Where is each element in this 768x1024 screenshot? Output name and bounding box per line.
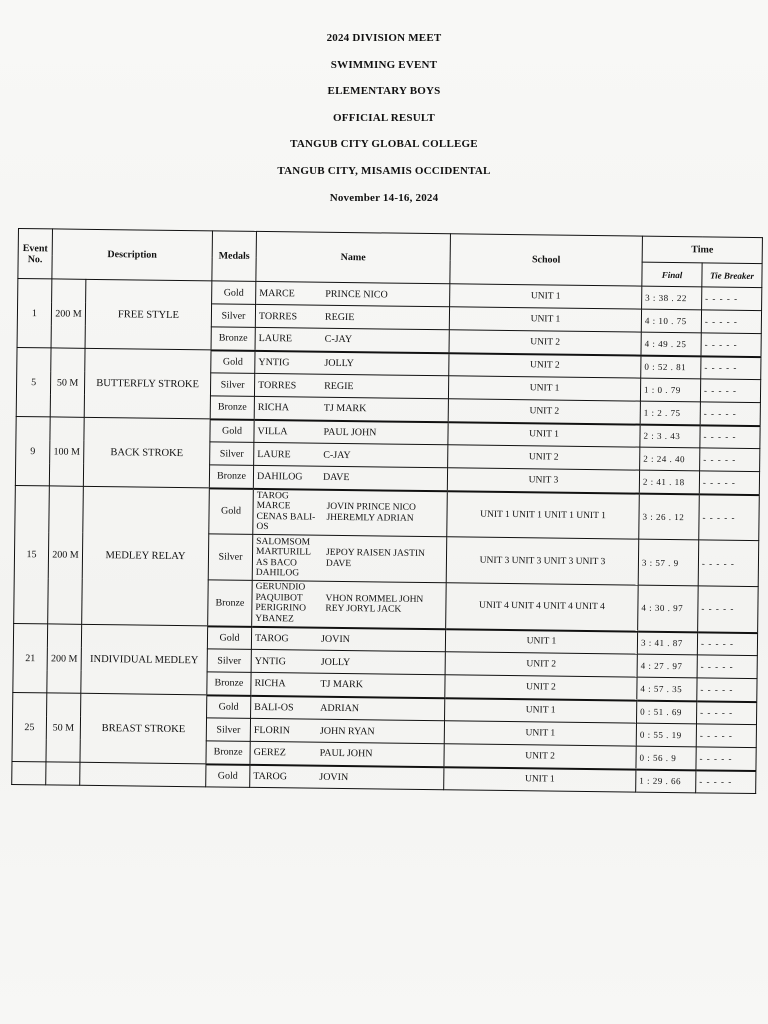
final-time: 2 : 41 . 18: [639, 470, 699, 494]
swimmer-first-names: VHON ROMMEL JOHN REY JORYL JACK: [325, 593, 424, 615]
swimmer-last-name: DAHILOG: [256, 471, 303, 483]
col-description: Description: [52, 229, 213, 281]
swimmer-last-name: TORRES: [258, 379, 297, 391]
swimmer-last-name: VILLA: [257, 425, 288, 438]
tie-breaker-time: - - - - -: [697, 678, 757, 702]
event-number: 21: [13, 623, 48, 692]
swimmer-name: [251, 695, 445, 720]
swimmer-first-name: JOVIN: [319, 771, 349, 783]
school: UNIT 1 UNIT 1 UNIT 1 UNIT 1: [447, 491, 640, 539]
medal: Bronze: [206, 741, 250, 765]
final-time: 1 : 29 . 66: [636, 769, 696, 793]
event-distance: 200 M: [47, 624, 82, 693]
swimmer-last-name: LAURE: [258, 333, 293, 345]
result-type: OFFICIAL RESULT: [333, 111, 435, 124]
event-number: 5: [16, 347, 51, 416]
event-number: 1: [17, 279, 52, 348]
tie-breaker-time: - - - - -: [701, 333, 761, 357]
tie-breaker-time: - - - - -: [696, 747, 756, 771]
swimmer-last-name: YNTIG: [254, 655, 286, 667]
table-row: [15, 485, 760, 540]
tie-breaker-time: - - - - -: [698, 586, 759, 633]
event-stroke: FREE STYLE: [85, 279, 212, 350]
col-medals: Medals: [212, 231, 257, 282]
event-stroke: BUTTERFLY STROKE: [84, 348, 211, 419]
swimmer-name: [251, 672, 445, 697]
category: ELEMENTARY BOYS: [327, 85, 441, 98]
col-school: School: [450, 234, 643, 286]
event-stroke: BREAST STROKE: [80, 693, 207, 764]
medal: Bronze: [209, 465, 253, 489]
swimmer-name: [250, 741, 444, 766]
final-time: 4 : 57 . 35: [637, 677, 697, 701]
swimmer-last-name: RICHA: [254, 678, 286, 690]
swimmer-first-name: JOVIN: [320, 633, 350, 645]
tie-breaker-time: - - - - -: [699, 471, 759, 495]
swimmer-first-name: JOLLY: [324, 357, 355, 369]
event-distance: 50 M: [50, 348, 85, 417]
tie-breaker-time: - - - - -: [701, 356, 761, 380]
school: UNIT 1: [444, 721, 636, 746]
school: UNIT 2: [449, 353, 641, 378]
swimmer-last-names: SALOMSOM MARTURILL AS BACO DAHILOG: [255, 536, 311, 579]
swimmer-last-name: TAROG: [253, 770, 288, 783]
event-number: 25: [12, 692, 47, 761]
swimmer-name: [255, 350, 449, 375]
meet-dates: November 14-16, 2024: [329, 191, 439, 204]
swimmer-name: [254, 396, 448, 421]
swimmer-last-name: RICHA: [257, 402, 290, 414]
tie-breaker-time: - - - - -: [697, 632, 757, 656]
tie-breaker-time: - - - - -: [698, 540, 759, 587]
school: UNIT 2: [445, 652, 637, 677]
swimmer-first-name: REGIE: [324, 311, 355, 323]
final-time: 4 : 30 . 97: [638, 585, 699, 632]
school: UNIT 1: [444, 767, 636, 792]
swimmer-first-name: REGIE: [324, 380, 354, 392]
tie-breaker-time: - - - - -: [700, 448, 760, 472]
swimmer-name: [255, 304, 449, 329]
tie-breaker-time: - - - - -: [699, 494, 760, 541]
swimmer-name: [253, 488, 448, 536]
school: UNIT 2: [448, 445, 640, 470]
school: UNIT 1: [449, 307, 641, 332]
medal: Bronze: [210, 396, 254, 420]
swimmer-name: [250, 764, 444, 789]
col-event-no: Event No.: [18, 229, 53, 279]
swimmer-name: [255, 327, 449, 352]
swimmer-first-name: PRINCE NICO: [325, 288, 388, 301]
final-time: 3 : 57 . 9: [638, 539, 699, 586]
school: UNIT 2: [448, 399, 640, 424]
final-time: 4 : 49 . 25: [641, 332, 701, 356]
event-number: [12, 761, 46, 784]
final-time: 0 : 52 . 81: [641, 355, 701, 379]
swimmer-first-name: DAVE: [322, 471, 350, 484]
swimmer-last-names: TAROG MARCE CENAS BALI-OS: [256, 490, 316, 533]
tie-breaker-time: - - - - -: [697, 655, 757, 679]
col-name: Name: [256, 231, 451, 283]
tie-breaker-time: - - - - -: [696, 724, 756, 748]
swimmer-name: [252, 534, 447, 582]
event-distance: 50 M: [46, 693, 81, 762]
school: UNIT 1: [448, 376, 640, 401]
swimmer-first-name: JOLLY: [320, 656, 351, 668]
swimmer-name: [254, 373, 448, 398]
tie-breaker-time: - - - - -: [697, 701, 757, 725]
medal: Gold: [206, 764, 250, 788]
medal: Silver: [206, 718, 250, 742]
school: UNIT 3: [447, 468, 639, 493]
tie-breaker-time: - - - - -: [700, 379, 760, 403]
swimmer-first-name: C-JAY: [324, 334, 353, 346]
swimmer-first-name: TJ MARK: [323, 403, 367, 415]
final-time: 1 : 2 . 75: [640, 401, 700, 425]
school: UNIT 2: [445, 675, 637, 700]
event-stroke: MEDLEY RELAY: [82, 486, 210, 626]
swimmer-first-name: PAUL JOHN: [319, 747, 373, 760]
tie-breaker-time: - - - - -: [702, 287, 762, 311]
final-time: 4 : 27 . 97: [637, 654, 697, 678]
results-body: [12, 279, 762, 794]
medal: Gold: [210, 419, 254, 443]
swimmer-last-name: GEREZ: [253, 747, 286, 759]
school: UNIT 4 UNIT 4 UNIT 4 UNIT 4: [446, 583, 639, 631]
tie-breaker-time: - - - - -: [696, 770, 756, 794]
medal: Gold: [207, 695, 251, 719]
results-table: [11, 228, 763, 794]
medal: Silver: [207, 649, 251, 673]
swimmer-first-name: ADRIAN: [320, 702, 360, 714]
event-stroke: [80, 762, 206, 787]
medal: Bronze: [211, 327, 255, 351]
swimmer-name: [254, 442, 448, 467]
swimmer-first-name: TJ MARK: [320, 678, 364, 691]
medal: Silver: [210, 442, 254, 466]
swimmer-name: [254, 419, 448, 444]
event-stroke: INDIVIDUAL MEDLEY: [81, 624, 208, 695]
event-distance: 200 M: [48, 486, 84, 624]
venue-location: TANGUB CITY, MISAMIS OCCIDENTAL: [277, 164, 491, 177]
school: UNIT 2: [449, 330, 641, 355]
swimmer-last-names: GERUNDIO PAQUIBOT PERIGRINO YBANEZ: [255, 582, 307, 625]
swimmer-last-name: LAURE: [257, 448, 291, 460]
swimmer-last-name: YNTIG: [258, 356, 290, 369]
venue: TANGUB CITY GLOBAL COLLEGE: [290, 138, 478, 151]
col-tie-breaker: Tie Breaker: [702, 263, 762, 288]
final-time: 3 : 26 . 12: [639, 493, 700, 540]
tie-breaker-time: - - - - -: [700, 425, 760, 449]
swimmer-last-name: TAROG: [254, 632, 289, 645]
swimmer-name: [256, 281, 450, 306]
final-time: 2 : 24 . 40: [640, 447, 700, 471]
medal: Silver: [211, 304, 255, 328]
medal: Silver: [208, 534, 253, 581]
swimmer-name: [253, 465, 447, 490]
medal: Gold: [211, 350, 255, 374]
final-time: 3 : 38 . 22: [642, 286, 702, 310]
swimmer-name: [251, 649, 445, 674]
swimmer-first-name: PAUL JOHN: [323, 426, 377, 439]
final-time: 1 : 0 . 79: [640, 378, 700, 402]
medal: Bronze: [207, 672, 251, 696]
final-time: 2 : 3 . 43: [640, 424, 700, 448]
final-time: 0 : 56 . 9: [636, 746, 696, 770]
swimmer-first-name: C-JAY: [323, 449, 351, 461]
final-time: 3 : 41 . 87: [637, 631, 697, 655]
results-table-wrapper: [11, 228, 763, 794]
school: UNIT 2: [444, 744, 636, 769]
tie-breaker-time: - - - - -: [701, 310, 761, 334]
event-number: 15: [14, 485, 50, 623]
swimmer-last-name: FLORIN: [253, 724, 291, 736]
col-final: Final: [642, 262, 702, 287]
medal: Gold: [212, 281, 256, 305]
swimmer-first-names: JOVIN PRINCE NICO JHEREMLY ADRIAN: [326, 502, 416, 524]
event-distance: 100 M: [49, 417, 84, 486]
final-time: 0 : 51 . 69: [637, 700, 697, 724]
medal: Silver: [210, 373, 254, 397]
school: UNIT 1: [445, 698, 637, 723]
event-number: 9: [15, 416, 50, 485]
final-time: 0 : 55 . 19: [636, 723, 696, 747]
swimmer-last-name: TORRES: [258, 310, 298, 322]
swimmer-name: [251, 626, 445, 651]
swimmer-first-names: JEPOY RAISEN JASTIN DAVE: [325, 547, 426, 569]
medal: Gold: [209, 488, 254, 535]
tie-breaker-time: - - - - -: [700, 402, 760, 426]
school: UNIT 1: [450, 284, 642, 309]
swimmer-name: [250, 718, 444, 743]
school: UNIT 1: [445, 629, 637, 654]
swimmer-first-name: JOHN RYAN: [319, 725, 375, 737]
medal: Gold: [207, 626, 251, 650]
event-stroke: BACK STROKE: [83, 417, 210, 488]
event-distance: [46, 762, 80, 785]
swimmer-name: [252, 580, 447, 628]
final-time: 4 : 10 . 75: [641, 309, 701, 333]
swimmer-last-name: BALI-OS: [254, 701, 294, 714]
meet-title: 2024 DIVISION MEET: [326, 32, 442, 44]
document-header: [0, 28, 768, 214]
swimmer-last-name: MARCE: [259, 287, 295, 299]
col-time: Time: [642, 236, 762, 263]
event-distance: 200 M: [51, 279, 86, 348]
event-type: SWIMMING EVENT: [330, 58, 438, 71]
school: UNIT 3 UNIT 3 UNIT 3 UNIT 3: [446, 537, 639, 585]
school: UNIT 1: [448, 422, 640, 447]
medal: Bronze: [208, 580, 253, 627]
